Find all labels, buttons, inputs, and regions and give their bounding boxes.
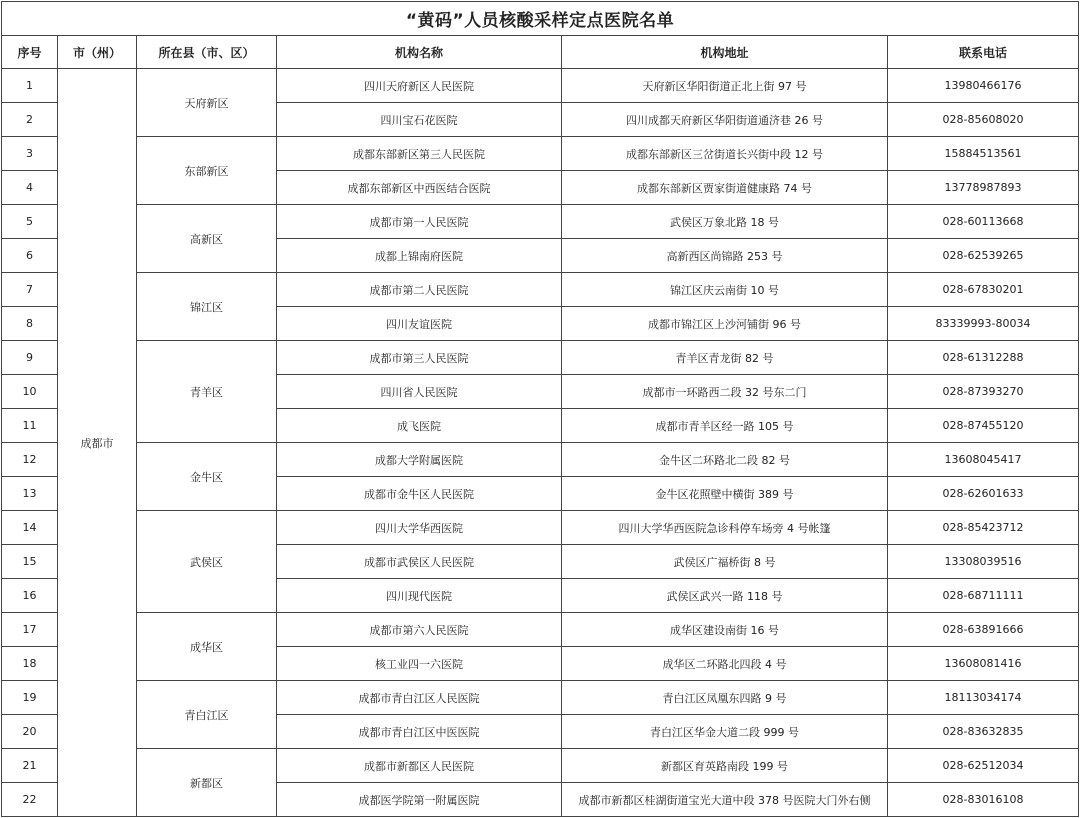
header-city: 市（州） bbox=[58, 36, 137, 69]
cell-name: 成都市第三人民医院 bbox=[277, 341, 562, 375]
cell-address: 新都区育英路南段 199 号 bbox=[562, 749, 888, 783]
cell-name: 四川天府新区人民医院 bbox=[277, 69, 562, 103]
cell-address: 青羊区青龙街 82 号 bbox=[562, 341, 888, 375]
cell-name: 成都市青白江区中医医院 bbox=[277, 715, 562, 749]
cell-seq: 2 bbox=[2, 103, 58, 137]
cell-name: 成都上锦南府医院 bbox=[277, 239, 562, 273]
cell-seq: 21 bbox=[2, 749, 58, 783]
header-name: 机构名称 bbox=[277, 36, 562, 69]
cell-name: 成都大学附属医院 bbox=[277, 443, 562, 477]
cell-address: 四川大学华西医院急诊科停车场旁 4 号帐篷 bbox=[562, 511, 888, 545]
cell-seq: 16 bbox=[2, 579, 58, 613]
cell-seq: 7 bbox=[2, 273, 58, 307]
table-row bbox=[2, 341, 1079, 375]
cell-address: 成都市一环路西二段 32 号东二门 bbox=[562, 375, 888, 409]
cell-phone: 028-85608020 bbox=[888, 103, 1079, 137]
cell-seq: 22 bbox=[2, 783, 58, 817]
cell-address: 成都东部新区贾家街道健康路 74 号 bbox=[562, 171, 888, 205]
cell-seq: 8 bbox=[2, 307, 58, 341]
cell-seq: 20 bbox=[2, 715, 58, 749]
cell-seq: 13 bbox=[2, 477, 58, 511]
cell-phone: 028-85423712 bbox=[888, 511, 1079, 545]
header-seq: 序号 bbox=[2, 36, 58, 69]
cell-district: 成华区 bbox=[137, 613, 277, 681]
hospital-list-document bbox=[1, 1, 1078, 817]
table-row bbox=[2, 273, 1079, 307]
cell-district: 武侯区 bbox=[137, 511, 277, 613]
cell-seq: 9 bbox=[2, 341, 58, 375]
cell-address: 成都东部新区三岔街道长兴街中段 12 号 bbox=[562, 137, 888, 171]
header-address: 机构地址 bbox=[562, 36, 888, 69]
hospital-table bbox=[1, 1, 1079, 817]
cell-name: 成都市新都区人民医院 bbox=[277, 749, 562, 783]
header-district: 所在县（市、区） bbox=[137, 36, 277, 69]
cell-phone: 15884513561 bbox=[888, 137, 1079, 171]
cell-address: 金牛区花照壁中横街 389 号 bbox=[562, 477, 888, 511]
cell-address: 金牛区二环路北二段 82 号 bbox=[562, 443, 888, 477]
cell-phone: 028-87455120 bbox=[888, 409, 1079, 443]
cell-seq: 15 bbox=[2, 545, 58, 579]
cell-phone: 028-62601633 bbox=[888, 477, 1079, 511]
cell-phone: 028-62539265 bbox=[888, 239, 1079, 273]
cell-district: 青白江区 bbox=[137, 681, 277, 749]
cell-phone: 028-61312288 bbox=[888, 341, 1079, 375]
cell-address: 武侯区武兴一路 118 号 bbox=[562, 579, 888, 613]
cell-phone: 18113034174 bbox=[888, 681, 1079, 715]
cell-address: 成都市青羊区经一路 105 号 bbox=[562, 409, 888, 443]
cell-district: 高新区 bbox=[137, 205, 277, 273]
cell-phone: 13608045417 bbox=[888, 443, 1079, 477]
table-body bbox=[2, 69, 1079, 817]
cell-phone: 028-68711111 bbox=[888, 579, 1079, 613]
table-row bbox=[2, 443, 1079, 477]
cell-address: 武侯区万象北路 18 号 bbox=[562, 205, 888, 239]
cell-district: 锦江区 bbox=[137, 273, 277, 341]
cell-district: 金牛区 bbox=[137, 443, 277, 511]
cell-seq: 11 bbox=[2, 409, 58, 443]
cell-name: 成都市第二人民医院 bbox=[277, 273, 562, 307]
cell-name: 成都东部新区中西医结合医院 bbox=[277, 171, 562, 205]
table-title: “黄码”人员核酸采样定点医院名单 bbox=[2, 2, 1079, 36]
table-row bbox=[2, 749, 1079, 783]
cell-address: 成都市新都区桂湖街道宝光大道中段 378 号医院大门外右侧 bbox=[562, 783, 888, 817]
table-row bbox=[2, 511, 1079, 545]
cell-name: 四川省人民医院 bbox=[277, 375, 562, 409]
cell-name: 成都东部新区第三人民医院 bbox=[277, 137, 562, 171]
cell-city: 成都市 bbox=[58, 69, 137, 817]
cell-phone: 028-67830201 bbox=[888, 273, 1079, 307]
cell-seq: 3 bbox=[2, 137, 58, 171]
cell-address: 成华区二环路北四段 4 号 bbox=[562, 647, 888, 681]
cell-phone: 13778987893 bbox=[888, 171, 1079, 205]
cell-name: 四川宝石花医院 bbox=[277, 103, 562, 137]
header-phone: 联系电话 bbox=[888, 36, 1079, 69]
cell-seq: 18 bbox=[2, 647, 58, 681]
cell-phone: 83339993-80034 bbox=[888, 307, 1079, 341]
header-row bbox=[2, 36, 1079, 69]
cell-name: 成都市武侯区人民医院 bbox=[277, 545, 562, 579]
cell-phone: 028-60113668 bbox=[888, 205, 1079, 239]
cell-seq: 17 bbox=[2, 613, 58, 647]
cell-seq: 4 bbox=[2, 171, 58, 205]
cell-phone: 13980466176 bbox=[888, 69, 1079, 103]
cell-name: 四川现代医院 bbox=[277, 579, 562, 613]
cell-seq: 5 bbox=[2, 205, 58, 239]
cell-district: 东部新区 bbox=[137, 137, 277, 205]
cell-district: 天府新区 bbox=[137, 69, 277, 137]
cell-seq: 10 bbox=[2, 375, 58, 409]
cell-name: 四川友谊医院 bbox=[277, 307, 562, 341]
cell-seq: 12 bbox=[2, 443, 58, 477]
cell-address: 高新西区尚锦路 253 号 bbox=[562, 239, 888, 273]
cell-seq: 14 bbox=[2, 511, 58, 545]
cell-address: 成华区建设南街 16 号 bbox=[562, 613, 888, 647]
cell-seq: 19 bbox=[2, 681, 58, 715]
cell-phone: 028-63891666 bbox=[888, 613, 1079, 647]
table-row bbox=[2, 137, 1079, 171]
cell-district: 青羊区 bbox=[137, 341, 277, 443]
cell-address: 天府新区华阳街道正北上街 97 号 bbox=[562, 69, 888, 103]
cell-name: 成都市青白江区人民医院 bbox=[277, 681, 562, 715]
cell-district: 新都区 bbox=[137, 749, 277, 817]
cell-seq: 1 bbox=[2, 69, 58, 103]
table-row bbox=[2, 613, 1079, 647]
cell-phone: 13308039516 bbox=[888, 545, 1079, 579]
cell-phone: 028-87393270 bbox=[888, 375, 1079, 409]
cell-phone: 13608081416 bbox=[888, 647, 1079, 681]
cell-address: 青白江区华金大道二段 999 号 bbox=[562, 715, 888, 749]
cell-phone: 028-83632835 bbox=[888, 715, 1079, 749]
cell-name: 成都市金牛区人民医院 bbox=[277, 477, 562, 511]
cell-address: 青白江区凤凰东四路 9 号 bbox=[562, 681, 888, 715]
cell-phone: 028-83016108 bbox=[888, 783, 1079, 817]
cell-address: 四川成都天府新区华阳街道通济巷 26 号 bbox=[562, 103, 888, 137]
table-row bbox=[2, 205, 1079, 239]
cell-seq: 6 bbox=[2, 239, 58, 273]
cell-name: 成都市第六人民医院 bbox=[277, 613, 562, 647]
cell-name: 核工业四一六医院 bbox=[277, 647, 562, 681]
cell-address: 锦江区庆云南街 10 号 bbox=[562, 273, 888, 307]
cell-name: 成都市第一人民医院 bbox=[277, 205, 562, 239]
cell-name: 四川大学华西医院 bbox=[277, 511, 562, 545]
cell-name: 成都医学院第一附属医院 bbox=[277, 783, 562, 817]
cell-address: 成都市锦江区上沙河铺街 96 号 bbox=[562, 307, 888, 341]
cell-address: 武侯区广福桥街 8 号 bbox=[562, 545, 888, 579]
cell-name: 成飞医院 bbox=[277, 409, 562, 443]
cell-phone: 028-62512034 bbox=[888, 749, 1079, 783]
table-row bbox=[2, 681, 1079, 715]
table-row bbox=[2, 69, 1079, 103]
